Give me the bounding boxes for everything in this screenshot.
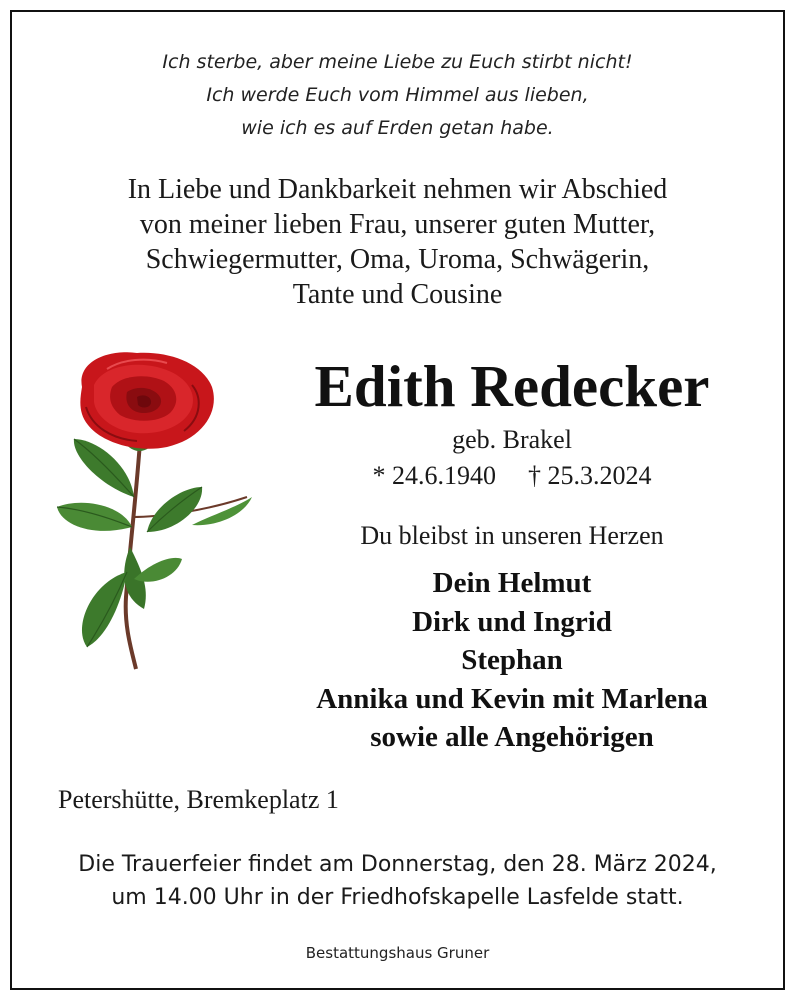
mourner-entry: sowie alle Angehörigen <box>370 721 654 753</box>
mourner-entry: Dirk und Ingrid <box>412 605 612 638</box>
life-dates <box>242 460 782 492</box>
birth-date: * 24.6.1940 <box>372 461 496 490</box>
farewell-text <box>12 172 783 312</box>
red-rose-icon <box>52 347 267 677</box>
mourner-entry: Stephan <box>461 644 563 676</box>
ceremony-line: Die Trauerfeier findet am Donnerstag, den 28. März 2024, <box>78 852 717 877</box>
motto-line: Ich werde Euch vom Himmel aus lieben, <box>206 84 589 106</box>
mourner-entry: Dein Helmut <box>432 567 592 599</box>
motto-line: Ich sterbe, aber meine Liebe zu Euch stirbt nicht! <box>162 51 633 73</box>
remembrance-line: Du bleibst in unseren Herzen <box>360 521 664 550</box>
deceased-name: Edith Redecker <box>314 353 710 419</box>
funeral-home: Bestattungshaus Gruner <box>305 944 490 962</box>
farewell-line: In Liebe und Dankbarkeit nehmen wir Abschied <box>127 174 668 205</box>
ceremony-notice <box>12 848 783 914</box>
death-date: † 25.3.2024 <box>528 461 652 490</box>
motto-quote <box>12 46 783 145</box>
farewell-line: Schwiegermutter, Oma, Uroma, Schwägerin, <box>145 244 650 275</box>
mourner-address: Petershütte, Bremkeplatz 1 <box>58 785 339 814</box>
mourner-entry: Annika und Kevin mit Marlena <box>316 682 708 715</box>
farewell-line: Tante und Cousine <box>292 279 503 310</box>
motto-line: wie ich es auf Erden getan habe. <box>241 117 554 139</box>
mourners-list <box>242 564 782 757</box>
farewell-line: von meiner lieben Frau, unserer guten Mutter, <box>139 209 656 240</box>
ceremony-line: um 14.00 Uhr in der Friedhofskapelle Lasfelde statt. <box>111 885 684 910</box>
birth-name: geb. Brakel <box>452 425 572 454</box>
obituary-frame <box>10 10 785 990</box>
